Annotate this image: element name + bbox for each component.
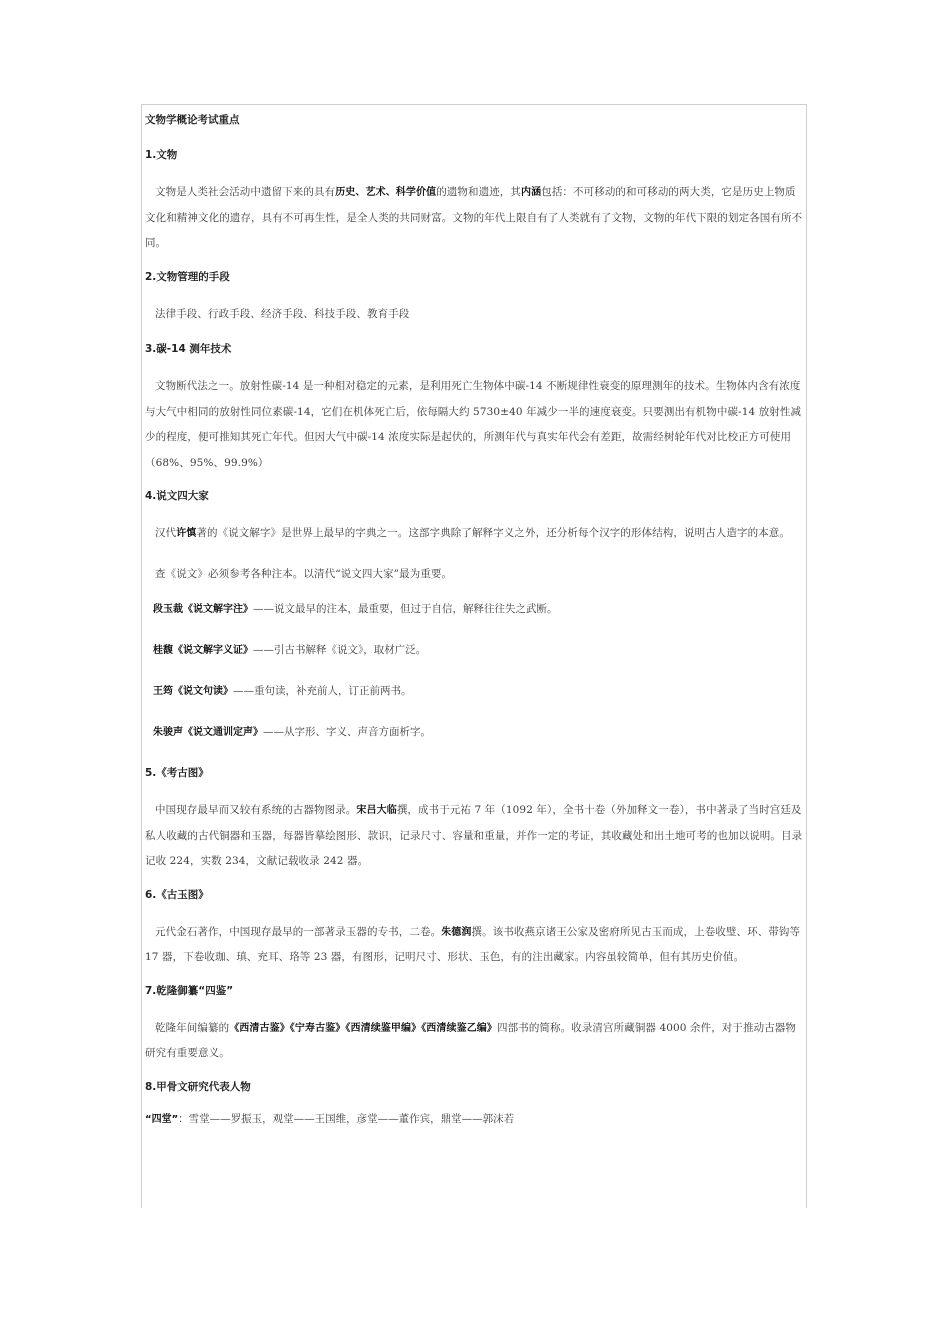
shuowen-item-duan: 段玉裁《说文解字注》——说文最早的注本，最重要，但过于自信，解释往往失之武断。 (153, 603, 558, 615)
section-6-paragraph: 元代金石著作，中国现存最早的一部著录玉器的专书，二卷。朱德润撰。该书收燕京诸王公家及密府所见古玉而成，上卷收璧、环、带钩等 17 器，下卷收珈、瑱、充耳、珞等 23 器，有图形，记明尺寸、形状、玉色，有的注出藏家。内容虽较简单，但有其历史价值。 (145, 925, 801, 963)
section-heading-8: 8.甲骨文研究代表人物 (145, 1080, 251, 1093)
shuowen-item-wang: 王筠《说文句读》——重句读，补充前人，订正前两书。 (153, 685, 412, 697)
document-frame (141, 104, 807, 1208)
section-4-paragraph-1: 汉代许慎著的《说文解字》是世界上最早的字典之一。这部字典除了解释字义之外，还分析每个汉字的形体结构，说明古人造字的本意。 (155, 527, 791, 539)
section-1-paragraph: 文物是人类社会活动中遗留下来的具有历史、艺术、科学价值的遗物和遗迹，其内涵包括：不可移动的和可移动的两大类，它是历史上物质文化和精神文化的遗存，具有不可再生性，是全人类的共同财富。文物的年代上限自有了人类就有了文物，文物的年代下限的划定各国有所不同。 (145, 186, 803, 249)
section-7-paragraph: 乾隆年间编纂的《西清古鉴》《宁寿古鉴》《西清续鉴甲编》《西清续鉴乙编》四部书的简称。收录清宫所藏铜器 4000 余件，对于推动古器物研究有重要意义。 (145, 1021, 797, 1059)
section-2-paragraph: 法律手段、行政手段、经济手段、科技手段、教育手段 (155, 307, 410, 320)
section-heading-1: 1.文物 (145, 149, 178, 161)
section-8-paragraph: “四堂”：雪堂——罗振玉，观堂——王国维，彦堂——董作宾，鼎堂——郭沫若 (145, 1112, 515, 1125)
section-4-paragraph-2: 查《说文》必须参考各种注本。以清代“说文四大家”最为重要。 (155, 567, 453, 580)
section-heading-6: 6.《古玉图》 (145, 888, 209, 901)
section-3-paragraph: 文物断代法之一。放射性碳-14 是一种相对稳定的元素，是利用死亡生物体中碳-14 不断规律性衰变的原理测年的技术。生物体内含有浓度与大气中相同的放射性同位素碳-14，它们在机体死亡后，依每隔大约 5730±40 年减少一半的速度衰变。只要测出有机物中碳-14 放射性减少的程度，便可推知其死亡年代。但因大气中碳-14 浓度实际是起伏的，所测年代与真实年代会有差距，故需经树轮年代对比校正方可使用（68%、95%、99.9%） (145, 380, 802, 469)
section-heading-2: 2.文物管理的手段 (145, 270, 230, 283)
shuowen-item-zhu: 朱骏声《说文通训定声》——从字形、字义、声音方面析字。 (153, 726, 431, 738)
section-heading-4: 4.说文四大家 (145, 490, 209, 502)
document-title: 文物学概论考试重点 (145, 114, 240, 126)
section-heading-7: 7.乾隆御纂“四鉴” (145, 984, 234, 997)
section-heading-5: 5.《考古图》 (145, 767, 209, 779)
section-heading-3: 3.碳-14 测年技术 (145, 343, 232, 355)
shuowen-item-gui: 桂馥《说文解字义证》——引古书解释《说文》，取材广泛。 (153, 644, 427, 656)
section-5-paragraph: 中国现存最早而又较有系统的古器物图录。宋吕大临撰，成书于元祐 7 年（1092 年），全书十卷（外加释文一卷），书中著录了当时宫廷及私人收藏的古代铜器和玉器，每器皆摹绘图形、款识，记录尺寸、容量和重量，并作一定的考证，其收藏处和出土地可考的也加以说明。目录记收 224，实数 234，文献记载收录 242 器。 (145, 804, 803, 867)
